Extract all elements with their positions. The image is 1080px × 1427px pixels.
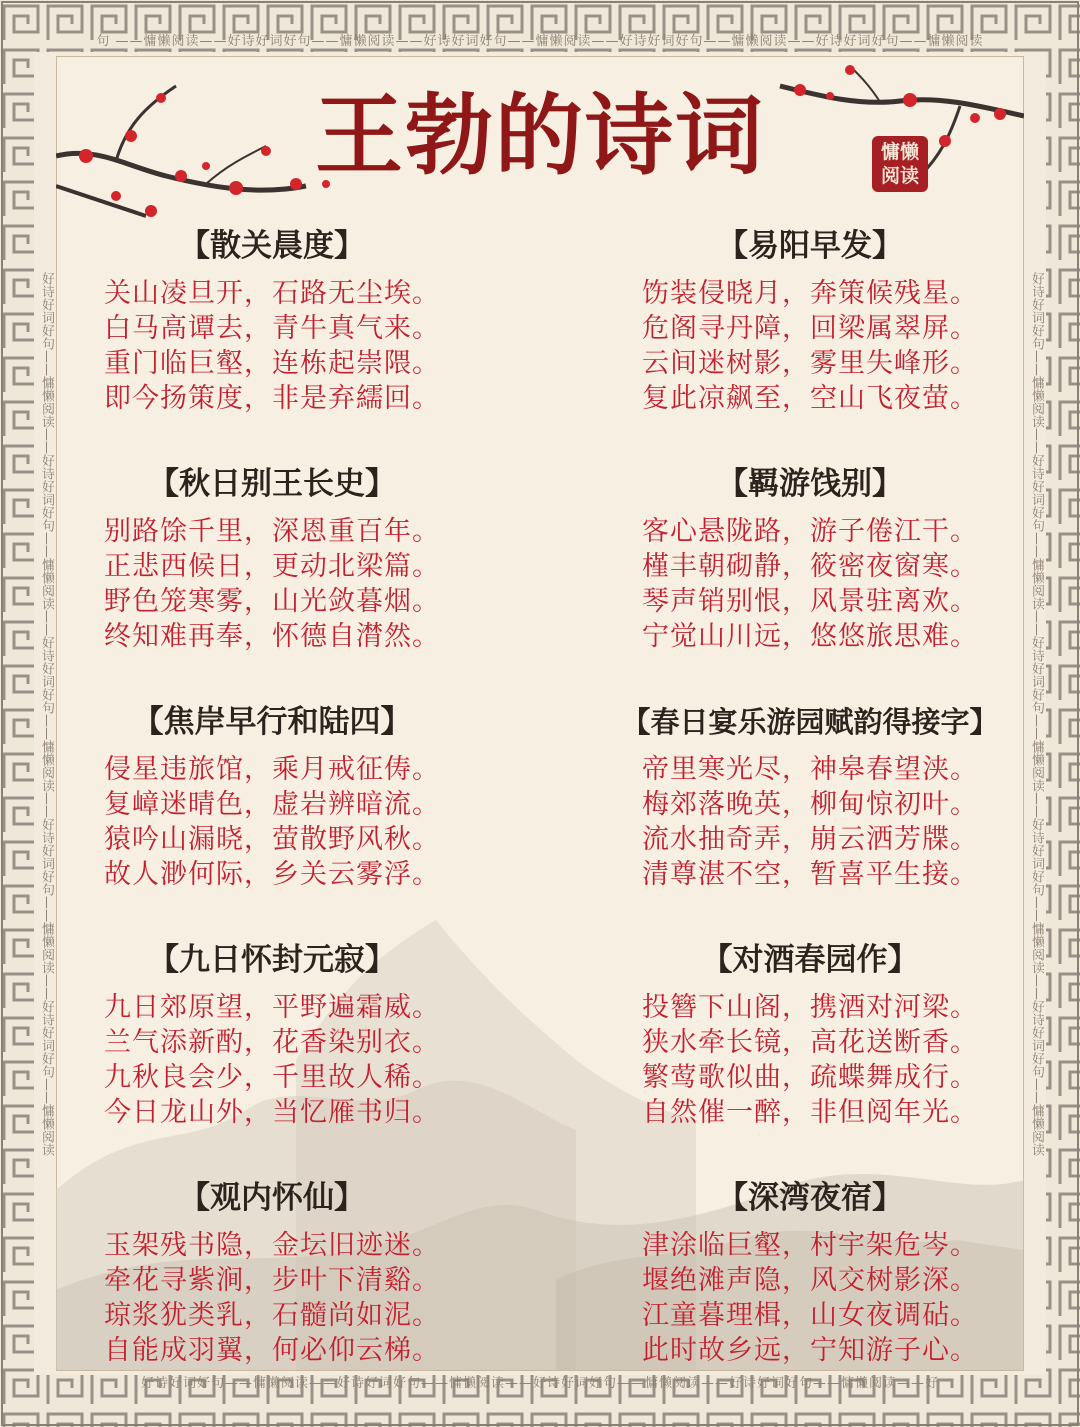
poem-line: 侵星违旅馆，乘月戒征俦。 — [104, 754, 440, 785]
poem-block — [610, 222, 1010, 416]
poem-title: 【易阳早发】 — [717, 228, 903, 264]
poem-block — [610, 936, 1010, 1130]
poem-block — [610, 1174, 1010, 1368]
poem-line: 帝里寒光尽，神皋春望浃。 — [642, 754, 978, 785]
poem-line: 槿丰朝砌静，筱密夜窗寒。 — [642, 551, 978, 582]
poem-line: 琼浆犹类乳，石髓尚如泥。 — [104, 1300, 440, 1331]
poem-line: 终知难再奉，怀德自潸然。 — [104, 621, 440, 652]
red-seal-stamp — [872, 136, 928, 192]
poem-block — [72, 222, 472, 416]
poem-line: 白马高谭去，青牛真气来。 — [104, 313, 440, 344]
poem-line: 关山凌旦开，石路无尘埃。 — [104, 278, 440, 309]
poem-line: 故人渺何际，乡关云雾浮。 — [104, 859, 440, 890]
poem-line: 重门临巨壑，连栋起崇隈。 — [104, 348, 440, 379]
poem-title: 【对酒春园作】 — [701, 942, 919, 978]
poem-block — [72, 460, 472, 654]
poem-line: 九日郊原望，平野遍霜威。 — [104, 992, 440, 1023]
poem-block — [72, 936, 472, 1130]
watermark-right: 好诗好词好句——慵懒阅读——好诗好词好句——慵懒阅读——好诗好词好句——慵懒阅读——好诗好词好句——慵懒阅读——好诗好词好句——慵懒阅读 — [1029, 271, 1044, 1156]
poem-line: 清尊湛不空，暂喜平生接。 — [642, 859, 978, 890]
poem-line: 野色笼寒雾，山光敛暮烟。 — [104, 586, 440, 617]
poem-line: 琴声销别恨，风景驻离欢。 — [642, 586, 978, 617]
poem-line: 狭水牵长镜，高花送断香。 — [642, 1027, 978, 1058]
poem-line: 复此凉飙至，空山飞夜萤。 — [642, 383, 978, 414]
poem-title: 【羁游饯别】 — [717, 466, 903, 502]
poem-line: 别路馀千里，深恩重百年。 — [104, 516, 440, 547]
seal-line: 阅读 — [880, 165, 919, 187]
poem-line: 堰绝滩声隐，风交树影深。 — [642, 1265, 978, 1296]
poem-line: 复嶂迷晴色，虚岩辨暗流。 — [104, 789, 440, 820]
poem-line: 繁莺歌似曲，疏蝶舞成行。 — [642, 1062, 978, 1093]
poem-line: 流水抽奇弄，崩云洒芳牒。 — [642, 824, 978, 855]
poem-line: 猿吟山漏晓，萤散野风秋。 — [104, 824, 440, 855]
poem-line: 牵花寻紫涧，步叶下清谿。 — [104, 1265, 440, 1296]
poem-line: 正悲西候日，更动北梁篇。 — [104, 551, 440, 582]
poem-title: 【观内怀仙】 — [179, 1180, 365, 1216]
poem-line: 玉架残书隐，金坛旧迹迷。 — [104, 1230, 440, 1261]
watermark-left: 好诗好词好句——慵懒阅读——好诗好词好句——慵懒阅读——好诗好词好句——慵懒阅读——好诗好词好句——慵懒阅读——好诗好词好句——慵懒阅读 — [39, 271, 54, 1156]
poem-line: 津涂临巨壑，村宇架危岑。 — [642, 1230, 978, 1261]
page-title: 王勃的诗词 — [314, 83, 765, 187]
poem-line: 自然催一醉，非但阅年光。 — [642, 1097, 978, 1128]
poem-line: 今日龙山外，当忆雁书归。 — [104, 1097, 440, 1128]
poem-block — [72, 698, 472, 892]
poem-line: 宁觉山川远，悠悠旅思难。 — [642, 621, 978, 652]
poem-title: 【九日怀封元寂】 — [148, 942, 396, 978]
poem-line: 即今扬策度，非是弃繻回。 — [104, 383, 440, 414]
poem-line: 饬装侵晓月，奔策候残星。 — [642, 278, 978, 309]
seal-line: 慵懒 — [880, 141, 919, 163]
poem-block — [610, 460, 1010, 654]
poem-title: 【秋日别王长史】 — [148, 466, 396, 502]
poem-title: 【焦岸早行和陆四】 — [132, 704, 412, 740]
poem-line: 江童暮理楫，山女夜调砧。 — [642, 1300, 978, 1331]
poem-block — [610, 698, 1010, 892]
watermark-bottom: 好诗好词好句——慵懒阅读——好诗好词好句——慵懒阅读——好诗好词好句——慵懒阅读——好诗好词好句——慵懒阅读——好 — [140, 1376, 939, 1391]
poem-title: 【春日宴乐游园赋韵得接字】 — [621, 705, 999, 739]
poem-title: 【深湾夜宿】 — [717, 1180, 903, 1216]
poem-line: 此时故乡远，宁知游子心。 — [642, 1335, 978, 1366]
poem-title: 【散关晨度】 — [179, 228, 365, 264]
poem-line: 梅郊落晚英，柳甸惊初叶。 — [642, 789, 978, 820]
poem-line: 自能成羽翼，何必仰云梯。 — [104, 1335, 440, 1366]
poem-line: 客心悬陇路，游子倦江干。 — [642, 516, 978, 547]
poem-line: 兰气添新酌，花香染别衣。 — [104, 1027, 440, 1058]
poem-line: 投簪下山阁，携酒对河梁。 — [642, 992, 978, 1023]
watermark-top: 句 ——慵懒阅读——好诗好词好句——慵懒阅读——好诗好词好句——慵懒阅读——好诗好词好句——慵懒阅读——好诗好词好句——慵懒阅读 — [96, 34, 984, 49]
poem-block — [72, 1174, 472, 1368]
poem-line: 云间迷树影，雾里失峰形。 — [642, 348, 978, 379]
poem-line: 危阁寻丹障，回梁属翠屏。 — [642, 313, 978, 344]
poem-line: 九秋良会少，千里故人稀。 — [104, 1062, 440, 1093]
